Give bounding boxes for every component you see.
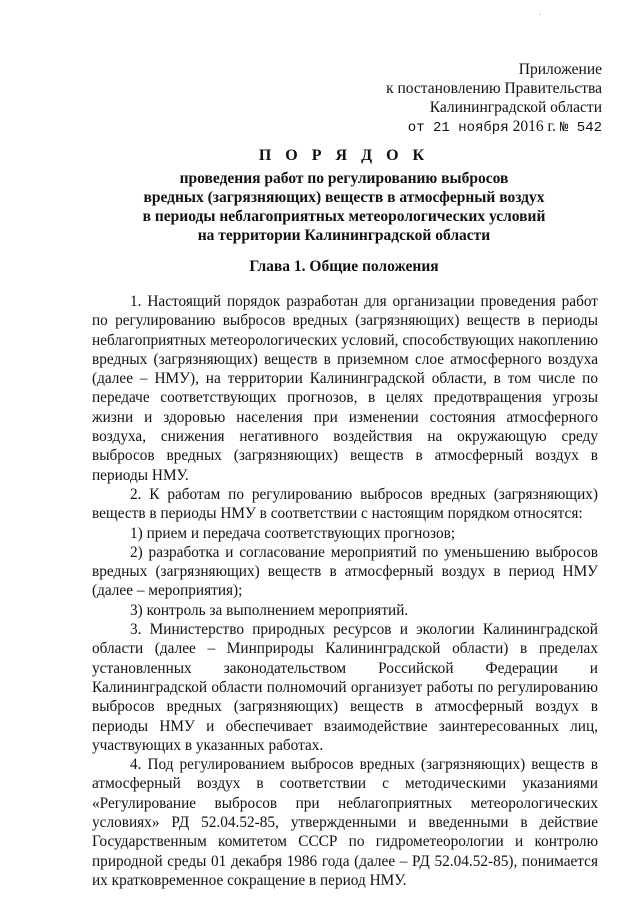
appendix-date: от 21 ноября	[407, 120, 509, 136]
document-title	[90, 146, 598, 245]
paragraph: 3) контроль за выполнением мероприятий.	[130, 601, 409, 619]
paragraph: 2) разработка и согласование мероприятий по уменьшению выбросов вредных (загрязняющих) веществ в атмосферный воздух в период НМУ (далее – мероприятия);	[92, 543, 598, 600]
appendix-label: Приложение	[518, 61, 602, 78]
scan-mark: ·	[538, 10, 542, 21]
paragraph: 4. Под регулированием выбросов вредных (загрязняющих) веществ в атмосферный воздух в соответствии с методическими указаниями «Регулирование выбросов при неблагоприятных метеорологических условиях» РД 52.04.52-85, утвержденными и введенными в действие Государственным комитетом СССР по гидрометеорологии и контролю природной среды 01 декабря 1986 года (далее – РД 52.04.52-85), понимается их кратковременное сокращение в период НМУ.	[92, 756, 598, 889]
appendix-date-number	[302, 117, 602, 138]
appendix-number: № 542	[559, 120, 602, 136]
paragraph: 1) прием и передача соответствующих прогнозов;	[130, 524, 456, 542]
appendix-resolution: к постановлению Правительства	[386, 80, 602, 97]
title-sub-line: проведения работ по регулированию выбросов	[179, 170, 509, 187]
appendix-year: 2016 г.	[512, 118, 556, 135]
chapter-heading: Глава 1. Общие положения	[249, 258, 439, 275]
title-sub-line: на территории Калининградской области	[197, 227, 491, 244]
title-main: П О Р Я Д О К	[258, 147, 430, 164]
paragraph: 3. Министерство природных ресурсов и экологии Калининградской области (далее – Минприроды Калининградской области) в пределах установленных законодательством Российской Федерации и Калининградской области полномочий организует работы по регулированию выбросов вредных (загрязняющих) веществ в атмосферный воздух в периоды НМУ и обеспечивает взаимодействие заинтересованных лиц, участвующих в указанных работах.	[92, 621, 598, 754]
title-sub-line: в периоды неблагоприятных метеорологических условий	[142, 208, 546, 225]
title-sub-line: вредных (загрязняющих) веществ в атмосферный воздух	[143, 189, 545, 206]
paragraph: 2. К работам по регулированию выбросов вредных (загрязняющих) веществ в периоды НМУ в соответствии с настоящим порядком относятся:	[92, 485, 598, 523]
appendix-region: Калининградской области	[429, 99, 602, 116]
appendix-header	[302, 60, 602, 138]
document-body	[92, 292, 598, 890]
paragraph: 1. Настоящий порядок разработан для организации проведения работ по регулированию выбросов вредных (загрязняющих) веществ в периоды неблагоприятных метеорологических условий, способствующих накоплению вредных (загрязняющих) веществ в приземном слое атмосферного воздуха (далее – НМУ), на территории Калининградской области, в том числе по передаче соответствующих прогнозов, в целях предотвращения угрозы жизни и здоровью населения при изменении состояния атмосферного воздуха, снижения негативного воздействия на окружающую среду выбросов вредных (загрязняющих) веществ в атмосферный воздух в периоды НМУ.	[92, 293, 598, 484]
